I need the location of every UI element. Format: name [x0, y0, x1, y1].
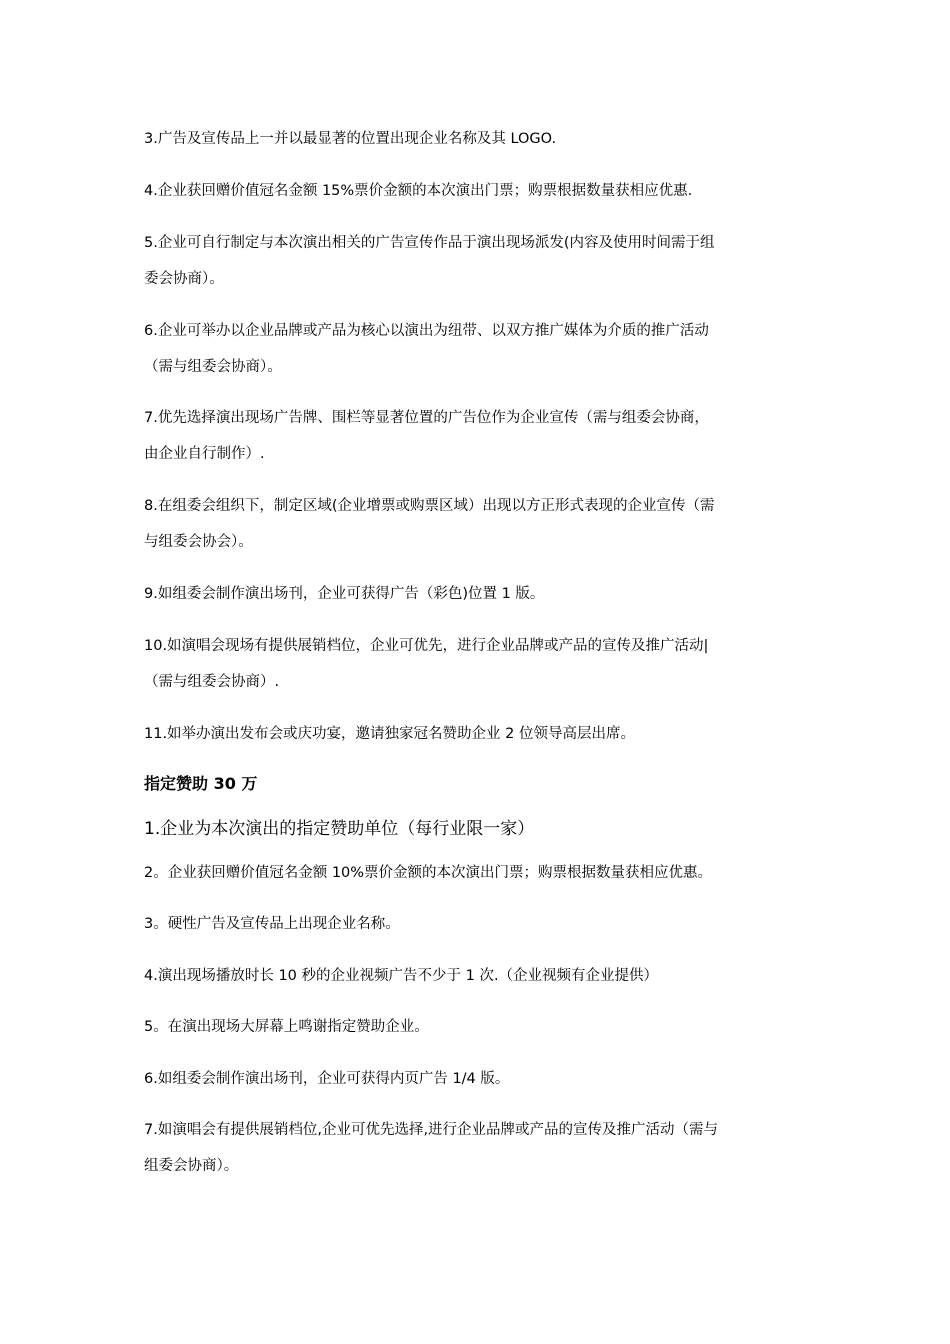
paragraph-item-11: 11.如举办演出发布会或庆功宴，邀请独家冠名赞助企业 2 位领导高层出席。: [144, 726, 636, 742]
paragraph-item-6-line1: 6.企业可举办以企业品牌或产品为核心以演出为纽带、以双方推广媒体为介质的推广活动: [144, 323, 709, 339]
paragraph-item-8-line1: 8.在组委会组织下，制定区域(企业增票或购票区域）出现以方正形式表现的企业宣传（需: [144, 498, 715, 514]
paragraph-item-6-line2: （需与组委会协商）。: [144, 359, 282, 375]
section-heading: 指定赞助 30 万: [144, 774, 258, 793]
sponsor-item-5: 5。在演出现场大屏幕上鸣谢指定赞助企业。: [144, 1019, 429, 1035]
paragraph-item-9: 9.如组委会制作演出场刊，企业可获得广告（彩色)位置 1 版。: [144, 586, 545, 602]
sponsor-item-6: 6.如组委会制作演出场刊，企业可获得内页广告 1/4 版。: [144, 1071, 510, 1087]
paragraph-item-5-line1: 5.企业可自行制定与本次演出相关的广告宣传作品于演出现场派发(内容及使用时间需于组: [144, 235, 715, 251]
sponsor-item-1: 1.企业为本次演出的指定赞助单位（每行业限一家）: [144, 819, 535, 839]
sponsor-item-3: 3。硬性广告及宣传品上出现企业名称。: [144, 916, 400, 932]
sponsor-item-7-line1: 7.如演唱会有提供展销档位,企业可优先选择,进行企业品牌或产品的宣传及推广活动（需与: [144, 1122, 719, 1138]
sponsor-item-4: 4.演出现场播放时长 10 秒的企业视频广告不少于 1 次.（企业视频有企业提供）: [144, 968, 659, 984]
paragraph-item-7-line1: 7.优先选择演出现场广告牌、围栏等显著位置的广告位作为企业宣传（需与组委会协商，: [144, 410, 709, 426]
paragraph-item-7-line2: 由企业自行制作）.: [144, 446, 265, 462]
paragraph-item-4: 4.企业获回赠价值冠名金额 15%票价金额的本次演出门票；购票根据数量获相应优惠.: [144, 183, 693, 199]
paragraph-item-5-line2: 委会协商）。: [144, 271, 224, 287]
sponsor-item-2: 2。企业获回赠价值冠名金额 10%票价金额的本次演出门票；购票根据数量获相应优惠。: [144, 865, 713, 881]
paragraph-item-10-line1: 10.如演唱会现场有提供展销档位，企业可优先，进行企业品牌或产品的宣传及推广活动|: [144, 638, 709, 654]
paragraph-item-8-line2: 与组委会协会）。: [144, 534, 253, 550]
paragraph-item-3: 3.广告及宣传品上一并以最显著的位置出现企业名称及其 LOGO.: [144, 131, 557, 147]
sponsor-item-7-line2: 组委会协商）。: [144, 1158, 239, 1174]
paragraph-item-10-line2: （需与组委会协商）.: [144, 674, 280, 690]
